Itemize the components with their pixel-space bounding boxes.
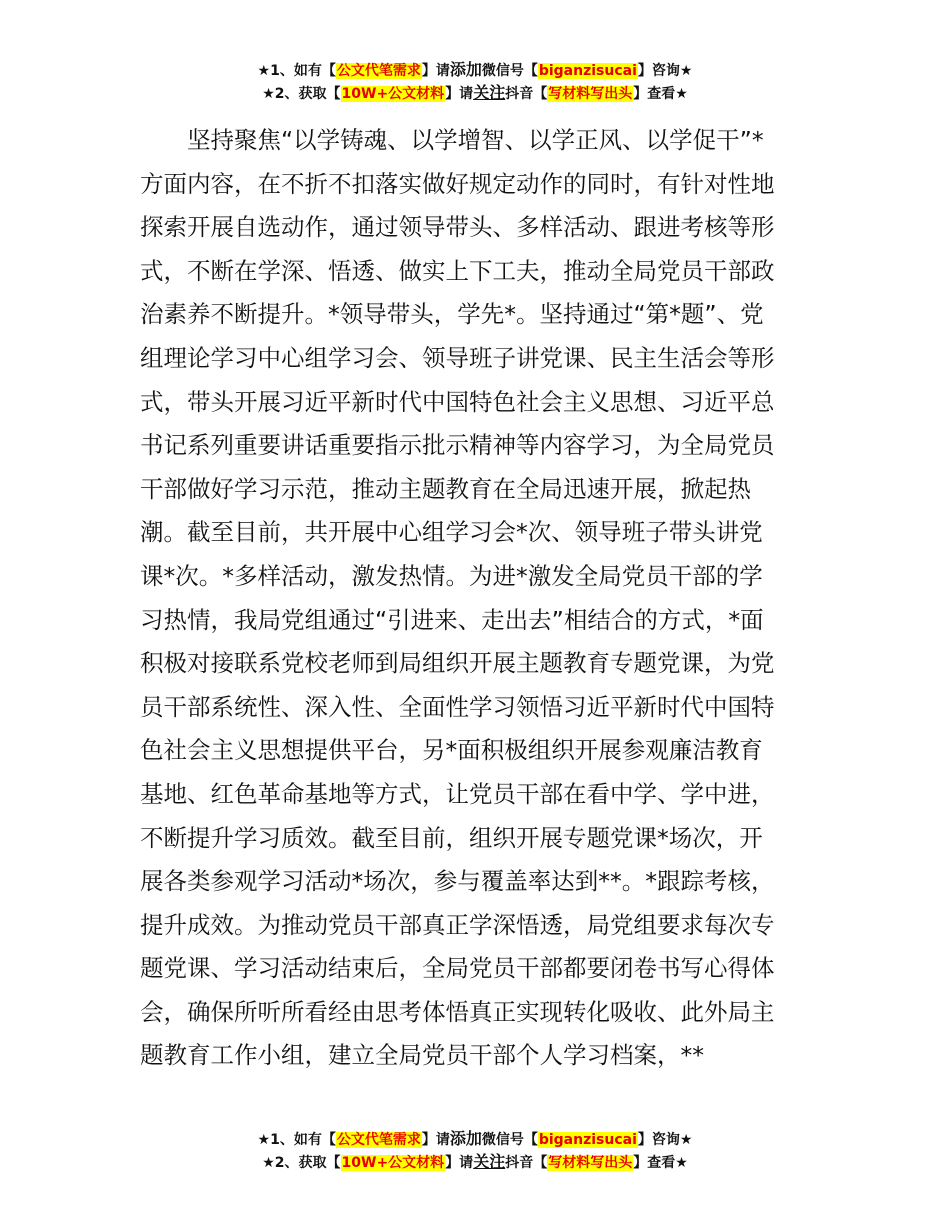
banner-prefix: ★2、获取【 — [262, 86, 341, 102]
highlight-service: 公文代笔需求 — [336, 63, 421, 79]
banner-emphasis: 关注 — [473, 83, 506, 102]
body-line: 课*次。*多样活动，激发热情。为进*激发全局党员干部的学 — [140, 561, 763, 590]
body-line: 探索开展自选动作，通过领导带头、多样活动、跟进考核等形 — [140, 213, 775, 242]
banner-line-1 — [0, 1128, 950, 1151]
body-line: 式，不断在学深、悟透、做实上下工夫，推动全局党员干部政 — [140, 256, 775, 285]
banner-suffix: 】咨询★ — [637, 1132, 693, 1148]
body-line: 基地、红色革命基地等方式，让党员干部在看中学、学中进， — [140, 779, 775, 808]
banner-text: 】请 — [445, 1155, 474, 1171]
banner-text: 抖音【 — [505, 86, 548, 102]
body-line: 色社会主义思想提供平台，另*面积极组织开展参观廉洁教育 — [140, 736, 763, 765]
banner-emphasis: 关注 — [473, 1152, 506, 1171]
header-banner — [0, 59, 950, 105]
banner-text: 】请 — [445, 86, 474, 102]
banner-text: 微信号【 — [481, 63, 538, 79]
body-line: 提升成效。为推动党员干部真正学深悟透，局党组要求每次专 — [140, 910, 775, 939]
banner-text: 抖音【 — [505, 1155, 548, 1171]
highlight-wechat-id: biganzisucai — [538, 63, 637, 79]
highlight-materials: 10W+公文材料 — [341, 86, 445, 102]
footer-banner — [0, 1128, 950, 1174]
banner-text: 】请 — [421, 63, 450, 79]
body-line: 不断提升学习质效。截至目前，组织开展专题党课*场次，开 — [140, 823, 763, 852]
banner-line-2 — [0, 82, 950, 105]
banner-prefix: ★2、获取【 — [262, 1155, 341, 1171]
body-line: 潮。截至目前，共开展中心组学习会*次、领导班子带头讲党 — [140, 518, 763, 547]
banner-suffix: 】咨询★ — [637, 63, 693, 79]
body-line: 展各类参观学习活动*场次，参与覆盖率达到**。*跟踪考核， — [140, 867, 775, 896]
banner-text: 微信号【 — [481, 1132, 538, 1148]
highlight-service: 公文代笔需求 — [336, 1132, 421, 1148]
document-body — [140, 119, 820, 1078]
banner-suffix: 】查看★ — [633, 86, 688, 102]
body-line: 会，确保所听所看经由思考体悟真正实现转化吸收、此外局主 — [140, 997, 775, 1026]
banner-suffix: 】查看★ — [633, 1155, 688, 1171]
body-line: 组理论学习中心组学习会、领导班子讲党课、民主生活会等形 — [140, 343, 775, 372]
body-line: 治素养不断提升。*领导带头，学先*。坚持通过“第*题”、党 — [140, 300, 764, 329]
highlight-wechat-id: biganzisucai — [538, 1132, 637, 1148]
body-line: 坚持聚焦“以学铸魂、以学增智、以学正风、以学促干”* — [140, 126, 764, 154]
banner-prefix: ★1、如有【 — [257, 1132, 336, 1148]
banner-line-1 — [0, 59, 950, 82]
highlight-materials: 10W+公文材料 — [341, 1155, 445, 1171]
banner-emphasis: 添加 — [449, 60, 482, 79]
highlight-douyin-account: 写材料写出头 — [548, 1155, 633, 1171]
banner-line-2 — [0, 1151, 950, 1174]
body-line: 题党课、学习活动结束后，全局党员干部都要闭卷书写心得体 — [140, 954, 775, 983]
body-line: 方面内容，在不折不扣落实做好规定动作的同时，有针对性地 — [140, 169, 775, 198]
body-line: 干部做好学习示范，推动主题教育在全局迅速开展，掀起热 — [140, 474, 751, 503]
highlight-douyin-account: 写材料写出头 — [548, 86, 633, 102]
banner-text: 】请 — [421, 1132, 450, 1148]
body-line: 题教育工作小组，建立全局党员干部个人学习档案，** — [140, 1041, 704, 1070]
body-line: 员干部系统性、深入性、全面性学习领悟习近平新时代中国特 — [140, 692, 775, 721]
banner-emphasis: 添加 — [449, 1129, 482, 1148]
body-line: 式，带头开展习近平新时代中国特色社会主义思想、习近平总 — [140, 387, 775, 416]
body-line: 积极对接联系党校老师到局组织开展主题教育专题党课，为党 — [140, 649, 775, 678]
banner-prefix: ★1、如有【 — [257, 63, 336, 79]
body-line: 书记系列重要讲话重要指示批示精神等内容学习，为全局党员 — [140, 431, 775, 460]
body-line: 习热情，我局党组通过“引进来、走出去”相结合的方式，*面 — [140, 605, 764, 634]
